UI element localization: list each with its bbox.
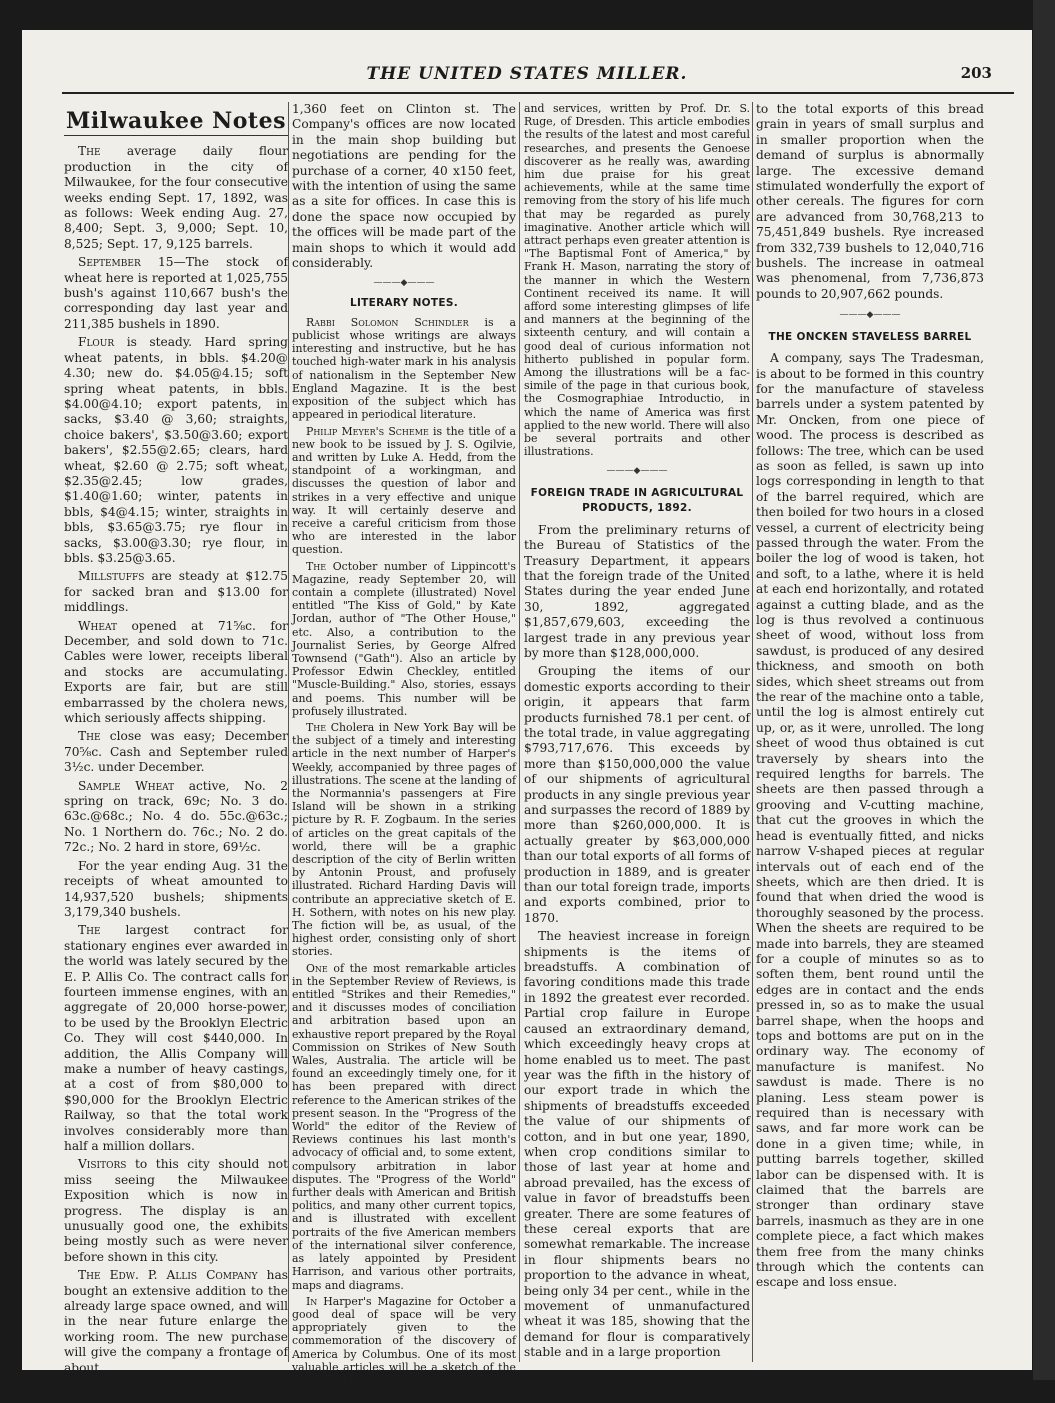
paragraph-lead: The <box>306 559 327 573</box>
paragraph-text: close was easy; December 70⅝c. Cash and September ruled 3½c. under December. <box>64 729 288 775</box>
paragraph-text: of the most remarkable articles in the September Review of Reviews, is entitled "Strikes and their Remedies," and it discusses modes of conciliation and arbitration based upon an exhaustive report prepared by the Royal Commission on Strikes of New South Wales, Australia. The article will be found an exceedingly timely one, for it has been prepared with direct reference to the American strikes of the present season. In the "Progress of the World" the editor of the Review of Reviews continues his last month's advocacy of official and, to some extent, compulsory arbitration in labor disputes. The "Progress of the World" further deals with American and British politics, and many other current topics, and is illustrated with excellent portraits of the five American members of the international silver conference, as lately appointed by President Harrison, and various other portraits, maps and diagrams. <box>292 961 516 1292</box>
paragraph-text: to this city should not miss seeing the Milwaukee Exposition which is now in progress. The display is an unusually good one, the exhibits being mostly such as were never before shown in this city. <box>64 1157 288 1264</box>
paragraph-lead: The <box>306 720 327 734</box>
paragraph-text: is a publicist whose writings are always interesting and instructive, but he has touched high-water mark in his analysis of nationalism in the September New England Magazine. It is the best exposition of the subject which has appeared in periodical literature. <box>292 315 517 422</box>
continued-paragraph: and services, written by Prof. Dr. S. Ruge, of Dresden. This article embodies the results of the latest and most careful researches, and presents the Genoese discoverer as he really was, awarding him due praise for his great achievements, while at the same time removing from the story of his life much that may be regarded as purely imaginative. Another article which will attract perhaps even greater attention is "The Baptismal Font of America," by Frank H. Mason, narrating the story of the manner in which the Western Continent received its name. It will afford some interesting glimpses of life and manners at the beginning of the sixteenth century, and will contain a good deal of curious information not hitherto published in popular form. Among the illustrations will be a fac-simile of the page in that curious book, the Cosmographiae Introductio, in which the name of America was first applied to the new world. There will also be several portraits and other illustrations. <box>524 102 750 459</box>
paragraph-lead: Philip Meyer's Scheme <box>306 424 429 438</box>
article-paragraph <box>64 859 288 921</box>
article-paragraph <box>64 1268 288 1376</box>
column-rule-1 <box>288 102 289 1362</box>
article-paragraph <box>292 316 516 422</box>
section-masthead: Milwaukee Notes <box>64 114 288 136</box>
article-paragraph <box>292 425 516 557</box>
paragraph-text: active, No. 2 spring on track, 69c; No. 3 do. 63c.@68c.; No. 4 do. 55c.@63c.; No. 1 Northern do. 76c.; No. 2 do. 72c.; No. 2 hard in store, 69½c. <box>64 778 289 855</box>
paragraph-text: A company, says The Tradesman, is about to be formed in this country for the manufacture of staveless barrels under a system patented by Mr. Oncken, from one piece of wood. The process is described as follows: The tree, which can be used as soon as felled, is sawn up into logs corresponding in length to that of the barrel required, which are then boiled for two hours in a closed vessel, a current of electricity being passed through the water. From the boiler the log of wood is taken, hot and soft, to a lathe, where it is held at each end horizontally, and rotated against a cutting blade, and as the log is thus revolved a continuous sheet of wood, without loss from sawdust, is produced of any desired thickness, and smooth on both sides, which sheet streams out from the rear of the machine onto a table, until the log is almost entirely cut up, or, as it were, unrolled. The long sheet of wood thus obtained is cut traversely by shears into the required lengths for barrels. The sheets are then passed through a grooving and V-cutting machine, that cut the grooves in which the head is eventually fitted, and nicks narrow V-shaped pieces at regular intervals out of each end of the sheets, which are then dried. It is found that when dried the wood is thoroughly seasoned by the process. When the sheets are required to be made into barrels, they are steamed for a couple of minutes so as to soften them, bent round until the edges are in contact and the ends pressed in, so as to make the usual barrel shape, when the hoops and tops and bottoms are put on in the ordinary way. The economy of manufacture is manifest. No sawdust is made. There is no planing. Less steam power is required than is necessary with saws, and far more work can be done in a given time; while, in putting barrels together, skilled labor can be dispensed with. It is claimed that the barrels are stronger than ordinary stave barrels, inasmuch as they are in one complete piece, a fact which makes them free from the many chinks through which the contents can escape and loss ensue. <box>756 351 984 1290</box>
column-rule-2 <box>519 102 520 1362</box>
paragraph-lead: September <box>78 255 141 270</box>
newspaper-page <box>22 30 1032 1401</box>
scan-border <box>1033 0 1055 1380</box>
article-paragraph <box>756 351 984 1291</box>
column-rule-3 <box>752 102 753 1362</box>
paragraph-text: largest contract for stationary engines ever awarded in the world was lately secured by the E. P. Allis Co. The contract calls for fourteen immense engines, with an aggregate of 20,000 horse-power, to be used by the Brooklyn Electric Co. They will cost $440,000. In addition, the Allis Company will make a number of heavy castings, at a cost of from $80,000 to $90,000 for the Brooklyn Electric Railway, so that the total work involves considerably more than half a million dollars. <box>64 923 289 1153</box>
paragraph-text: Cholera in New York Bay will be the subject of a timely and interesting article in the next number of Harper's Weekly, accompanied by three pages of illustrations. The scene at the landing of the Normannia's passengers at Fire Island will be shown in a striking picture by R. F. Zogbaum. In the series of articles on the great capitals of the world, there will be a graphic description of the city of Berlin written by Antonin Proust, and profusely illustrated. Richard Harding Davis will contribute an appreciative sketch of E. H. Sothern, with notes on his new play. The fiction will be, as usual, of the highest order, consisting only of short stories. <box>292 720 516 959</box>
ornament-rule: ———◆——— <box>373 278 435 289</box>
article-paragraph <box>64 619 288 727</box>
paragraph-lead: Sample Wheat <box>78 778 175 793</box>
paragraph-lead: Wheat <box>78 618 117 633</box>
column-3 <box>524 102 750 1364</box>
article-paragraph <box>292 962 516 1292</box>
column-4 <box>756 102 984 1294</box>
paragraph-lead: The <box>78 144 101 159</box>
paragraph-lead: Flour <box>78 335 115 350</box>
column-2 <box>292 102 516 1403</box>
paragraph-text: For the year ending Aug. 31 the receipts of wheat amounted to 14,937,520 bushels; shipments 3,179,340 bushels. <box>64 858 288 919</box>
paragraph-lead: The <box>78 729 101 744</box>
paragraph-lead: Rabbi Solomon Schindler <box>306 315 469 329</box>
page-number: 203 <box>960 64 992 82</box>
ornament-rule: ———◆——— <box>606 466 668 477</box>
paragraph-lead: In <box>306 1294 318 1308</box>
paragraph-text: October number of Lippincott's Magazine, ready September 20, will contain a complete (illustrated) Novel entitled "The Kiss of Gold," by Kate Jordan, author of "The Other House," etc. Also, a contribution to the Journalist Series, by George Alfred Townsend ("Gath"). Also an article by Professor Edwin Checkley, entitled "Muscle-Building." Also, stories, essays and poems. This number will be profusely illustrated. <box>292 559 516 718</box>
article-paragraph <box>64 569 288 615</box>
article-paragraph <box>64 779 288 856</box>
section-heading: THE ONCKEN STAVELESS BARREL <box>768 330 972 343</box>
publication-title: THE UNITED STATES MILLER. <box>366 64 688 84</box>
paragraph-text: has bought an extensive addition to the already large space owned, and will in the near future enlarge the working room. The new purchase will give the company a frontage of about <box>64 1268 288 1375</box>
article-paragraph <box>292 1295 516 1401</box>
article-paragraph <box>292 560 516 718</box>
paragraph-lead: The Edw. P. Allis Company <box>78 1268 258 1283</box>
paragraph-lead: The <box>78 923 101 938</box>
paragraph-text: average daily flour production in the city of Milwaukee, for the four consecutive weeks ending Sept. 17, 1892, was as follows: Week ending Aug. 27, 8,400; Sept. 3, 9,000; Sept. 10, 8,525; Sept. 17, 9,125 barrels. <box>64 144 288 251</box>
article-paragraph: Grouping the items of our domestic exports according to their origin, it appears that farm products furnished 78.1 per cent. of the total trade, in value aggregating $793,717,676. This exceeds by more than $150,000,000 the value of our shipments of agricultural products in any single previous year and surpasses the record of 1889 by more than $260,000,000. It is actually greater by $63,000,000 than our total exports of all forms of production in 1889, and is greater than our total foreign trade, imports and exports combined, prior to 1870. <box>524 664 750 925</box>
paragraph-text: is steady. Hard spring wheat patents, in bbls. $4.20@ 4.30; new do. $4.05@4.15; soft spring wheat patents, in bbls. $4.00@4.10; export patents, in sacks, $3.40 @ 3,60; straights, choice bakers', $3.50@3.60; export bakers', $2.55@2.65; clears, hard wheat, $2.60 @ 2.75; soft wheat, $2.35@2.45; low grades, $1.40@1.60; winter, patents in bbls, $4@4.15; winter, straights in bbls, $3.65@3.75; rye flour in sacks, $3.00@3.30; rye flour, in bbls. $3.25@3.65. <box>64 335 288 565</box>
article-paragraph <box>64 335 288 566</box>
continued-paragraph: 1,360 feet on Clinton st. The Company's offices are now located in the main shop building but negotiations are pending for the purchase of a corner, 40 x150 feet, with the intention of using the same as a site for offices. In case this is done the space now occupied by the offices will be made part of the main shops to which it would add considerably. <box>292 102 516 271</box>
article-paragraph <box>64 729 288 775</box>
article-paragraph: The heaviest increase in foreign shipments is the items of breadstuffs. A combination of favoring conditions made this trade in 1892 the greatest ever recorded. Partial crop failure in Europe caused an extraordinary demand, which exceedingly heavy crops at home enabled us to meet. The past year was the fifth in the history of our export trade in which the shipments of breadstuffs exceeded the value of our shipments of cotton, and in but one year, 1890, when crop conditions similar to those of last year at home and abroad prevailed, has the excess of value in favor of breadstuffs been greater. There are some features of these cereal exports that are somewhat remarkable. The increase in flour shipments bears no proportion to the advance in wheat, being only 34 per cent., while in the movement of unmanufactured wheat it was 185, showing that the demand for flour is comparatively stable and in a large proportion <box>524 929 750 1360</box>
paragraph-text: is the title of a new book to be issued by J. S. Ogilvie, and written by Luke A. Hedd, from the standpoint of a workingman, and discusses the question of labor and strikes in a very effective and unique way. It will certainly deserve and receive a careful criticism from those who are interested in the labor question. <box>292 424 516 557</box>
continued-paragraph: to the total exports of this bread grain in years of small surplus and in smaller proportion when the demand of surplus is abnormally large. The excessive demand stimulated wonderfully the export of other cereals. The figures for corn are advanced from 30,768,213 to 75,451,849 bushels. Rye increased from 332,739 bushels to 12,040,716 bushels. The increase in oatmeal was phenomenal, from 7,736,873 pounds to 20,907,662 pounds. <box>756 102 984 301</box>
paragraph-lead: Millstuffs <box>78 569 145 584</box>
paragraph-text: Harper's Magazine for October a good deal of space will be very appropriately given to the commemoration of the discovery of America by Columbus. One of its most valuable articles will be a sketch of the life of Columbus with a critical estimate of his character <box>292 1294 516 1401</box>
article-paragraph <box>64 923 288 1154</box>
article-paragraph: From the preliminary returns of the Bureau of Statistics of the Treasury Department, it appears that the foreign trade of the United States during the year ended June 30, 1892, aggregated $1,857,679,603, exceeding the largest trade in any previous year by more than $128,000,000. <box>524 522 750 660</box>
article-paragraph <box>292 721 516 959</box>
section-heading: LITERARY NOTES. <box>349 296 458 309</box>
paragraph-text: 15—The stock of wheat here is reported at 1,025,755 bush's against 110,667 bush's the corresponding day last year and 211,385 bushels in 1890. <box>64 255 289 331</box>
column-1 <box>64 102 288 1379</box>
running-header <box>62 64 992 94</box>
article-paragraph <box>64 144 288 252</box>
paragraph-text: are steady at $12.75 for sacked bran and $13.00 for middlings. <box>64 569 288 615</box>
ornament-rule: ———◆——— <box>839 310 901 321</box>
paragraph-lead: One <box>306 961 328 975</box>
header-rule <box>62 92 1014 94</box>
paragraph-text: opened at 71⅝c. for December, and sold down to 71c. Cables were lower, receipts liberal and stocks are accumulating. Exports are fair, but are still embarrassed by the cholera news, which seriously affects shipping. <box>64 618 289 726</box>
article-paragraph <box>64 1157 288 1265</box>
article-paragraph <box>64 255 288 332</box>
section-heading: FOREIGN TRADE IN AGRICULTURAL PRODUCTS, 1892. <box>530 486 744 515</box>
paragraph-lead: Visitors <box>78 1157 127 1172</box>
